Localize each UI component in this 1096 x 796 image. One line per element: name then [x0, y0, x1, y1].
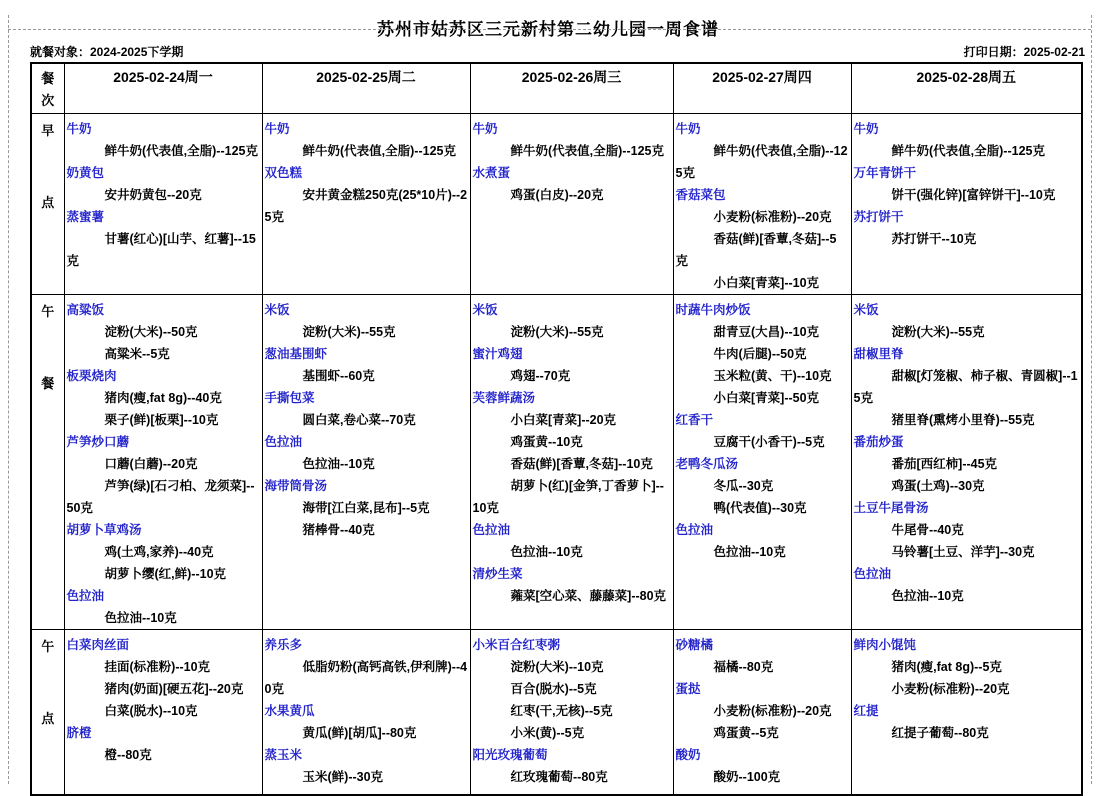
- ingredient: 高粱米--5克: [104, 347, 170, 361]
- dish-name: 红提: [853, 704, 879, 718]
- ingredient: 小麦粉(标准粉)--20克: [713, 704, 832, 718]
- ingredient: 马铃薯[土豆、洋芋]--30克: [891, 545, 1035, 559]
- ingredient: 鸡翅--70克: [510, 369, 571, 383]
- ingredient: 橙--80克: [104, 748, 152, 762]
- ingredient: 蕹菜[空心菜、藤藤菜]--80克: [510, 589, 667, 603]
- dish-name: 色拉油: [853, 567, 892, 581]
- meal-row-label-char: 点: [41, 195, 55, 210]
- ingredient: 小白菜[青菜]--10克: [713, 276, 820, 290]
- dish-name: 养乐多: [264, 638, 303, 652]
- dish-name: 板栗烧肉: [66, 369, 117, 383]
- dish-name: 鲜肉小馄饨: [853, 638, 917, 652]
- meal-row-label-char: 餐: [41, 376, 55, 391]
- dish-name: 牛奶: [264, 122, 290, 136]
- dish-name: 奶黄包: [66, 166, 105, 180]
- dish-name: 米饭: [472, 303, 498, 317]
- menu-cell: [262, 114, 470, 295]
- ingredient: 淀粉(大米)--50克: [104, 325, 198, 339]
- dish-name: 芦笋炒口蘑: [66, 435, 130, 449]
- dish-name: 海带筒骨汤: [264, 479, 328, 493]
- day-header-row: [31, 63, 1082, 114]
- ingredient: 苏打饼干--10克: [891, 232, 977, 246]
- ingredient: 安井黄金糕250克(25*10片)--25克: [264, 188, 468, 224]
- ingredient: 色拉油--10克: [891, 589, 964, 603]
- page-boundary-right: [1091, 15, 1092, 784]
- meal-row-label: [31, 114, 64, 295]
- ingredient: 鲜牛奶(代表值,全脂)--125克: [104, 144, 258, 158]
- ingredient: 胡萝卜缨(红,鲜)--10克: [104, 567, 227, 581]
- ingredient: 小米(黄)--5克: [510, 726, 585, 740]
- ingredient: 红提子葡萄--80克: [891, 726, 989, 740]
- menu-cell: [851, 295, 1082, 630]
- ingredient: 牛肉(后腿)--50克: [713, 347, 807, 361]
- menu-cell: [851, 630, 1082, 795]
- menu-cell: [64, 630, 262, 795]
- ingredient: 番茄[西红柿]--45克: [891, 457, 998, 471]
- ingredient: 饼干(强化锌)[富锌饼干]--10克: [891, 188, 1056, 202]
- ingredient: 栗子(鲜)[板栗]--10克: [104, 413, 219, 427]
- dish-name: 万年青饼干: [853, 166, 917, 180]
- ingredient: 甘薯(红心)[山芋、红薯]--15克: [66, 232, 256, 268]
- ingredient: 鲜牛奶(代表值,全脂)--125克: [302, 144, 456, 158]
- ingredient: 淀粉(大米)--10克: [510, 660, 604, 674]
- dish-name: 米饭: [264, 303, 290, 317]
- day-header: 2025-02-27周四: [673, 63, 851, 114]
- day-header: 2025-02-26周三: [470, 63, 673, 114]
- dish-name: 时蔬牛肉炒饭: [675, 303, 751, 317]
- meal-column-header-char: 餐: [41, 71, 55, 86]
- dish-name: 小米百合红枣粥: [472, 638, 561, 652]
- day-header: 2025-02-28周五: [851, 63, 1082, 114]
- ingredient: 豆腐干(小香干)--5克: [713, 435, 825, 449]
- ingredient: 色拉油--10克: [302, 457, 375, 471]
- ingredient: 酸奶--100克: [713, 770, 781, 784]
- dish-name: 色拉油: [472, 523, 511, 537]
- ingredient: 胡萝卜(红)[金笋,丁香萝卜]--10克: [472, 479, 664, 515]
- print-date-label: 打印日期：2025-02-21: [963, 45, 1085, 59]
- meal-row-label: [31, 295, 64, 630]
- dish-name: 蒸蜜薯: [66, 210, 105, 224]
- dish-name: 牛奶: [66, 122, 92, 136]
- menu-cell: [470, 295, 673, 630]
- dish-name: 水果黄瓜: [264, 704, 315, 718]
- ingredient: 玉米(鲜)--30克: [302, 770, 384, 784]
- ingredient: 牛尾骨--40克: [891, 523, 964, 537]
- dish-name: 脐橙: [66, 726, 92, 740]
- ingredient: 鸡(土鸡,家养)--40克: [104, 545, 214, 559]
- ingredient: 淀粉(大米)--55克: [510, 325, 604, 339]
- meta-row: [30, 43, 1085, 60]
- menu-cell: [262, 295, 470, 630]
- dish-name: 土豆牛尾骨汤: [853, 501, 929, 515]
- ingredient: 黄瓜(鲜)[胡瓜]--80克: [302, 726, 417, 740]
- ingredient: 淀粉(大米)--55克: [302, 325, 396, 339]
- dish-name: 甜椒里脊: [853, 347, 904, 361]
- ingredient: 猪肉(瘦,fat 8g)--40克: [104, 391, 222, 405]
- dish-name: 水煮蛋: [472, 166, 511, 180]
- ingredient: 鸡蛋(白皮)--20克: [510, 188, 604, 202]
- ingredient: 低脂奶粉(高钙高铁,伊利牌)--40克: [264, 660, 468, 696]
- meal-row: [31, 630, 1082, 795]
- meal-column-header: [31, 63, 64, 114]
- ingredient: 猪棒骨--40克: [302, 523, 375, 537]
- meal-column-header-char: 次: [41, 93, 55, 108]
- meal-row-label-char: 午: [41, 304, 55, 319]
- ingredient: 冬瓜--30克: [713, 479, 774, 493]
- ingredient: 芦笋(绿)[石刁柏、龙须菜]--50克: [66, 479, 255, 515]
- ingredient: 鲜牛奶(代表值,全脂)--125克: [891, 144, 1045, 158]
- dish-name: 蛋挞: [675, 682, 701, 696]
- dish-name: 色拉油: [264, 435, 303, 449]
- dish-name: 清炒生菜: [472, 567, 523, 581]
- dish-name: 牛奶: [472, 122, 498, 136]
- day-header: 2025-02-25周二: [262, 63, 470, 114]
- dish-name: 白菜肉丝面: [66, 638, 130, 652]
- ingredient: 色拉油--10克: [713, 545, 786, 559]
- menu-cell: [64, 295, 262, 630]
- ingredient: 白菜(脱水)--10克: [104, 704, 198, 718]
- dish-name: 阳光玫瑰葡萄: [472, 748, 548, 762]
- dish-name: 色拉油: [66, 589, 105, 603]
- ingredient: 挂面(标准粉)--10克: [104, 660, 211, 674]
- ingredient: 鲜牛奶(代表值,全脂)--125克: [675, 144, 848, 180]
- ingredient: 香菇(鲜)[香蕈,冬菇]--10克: [510, 457, 653, 471]
- dish-name: 色拉油: [675, 523, 714, 537]
- dish-name: 酸奶: [675, 748, 701, 762]
- menu-cell: [64, 114, 262, 295]
- page-boundary-top: [8, 29, 1091, 30]
- menu-cell: [470, 630, 673, 795]
- ingredient: 小麦粉(标准粉)--20克: [713, 210, 832, 224]
- meal-row-label-char: 午: [41, 639, 55, 654]
- meal-row-label: [31, 630, 64, 795]
- ingredient: 福橘--80克: [713, 660, 774, 674]
- menu-cell: [262, 630, 470, 795]
- ingredient: 香菇(鲜)[香蕈,冬菇]--5克: [675, 232, 837, 268]
- ingredient: 口蘑(白蘑)--20克: [104, 457, 198, 471]
- ingredient: 猪肉(奶面)[硬五花]--20克: [104, 682, 244, 696]
- ingredient: 玉米粒(黄、干)--10克: [713, 369, 832, 383]
- ingredient: 鸭(代表值)--30克: [713, 501, 807, 515]
- menu-cell: [673, 630, 851, 795]
- page-boundary-left: [8, 15, 9, 784]
- meal-row-label-char: 点: [41, 711, 55, 726]
- meal-target-label: 就餐对象：2024-2025下学期: [30, 45, 184, 59]
- dish-name: 红香干: [675, 413, 714, 427]
- menu-cell: [470, 114, 673, 295]
- dish-name: 双色糕: [264, 166, 303, 180]
- ingredient: 基围虾--60克: [302, 369, 375, 383]
- ingredient: 鸡蛋黄--10克: [510, 435, 583, 449]
- page-title: 苏州市姑苏区三元新村第二幼儿园一周食谱: [377, 20, 719, 39]
- ingredient: 安井奶黄包--20克: [104, 188, 202, 202]
- dish-name: 蒸玉米: [264, 748, 303, 762]
- ingredient: 红玫瑰葡萄--80克: [510, 770, 608, 784]
- dish-name: 高粱饭: [66, 303, 105, 317]
- dish-name: 砂糖橘: [675, 638, 714, 652]
- ingredient: 猪肉(瘦,fat 8g)--5克: [891, 660, 1002, 674]
- ingredient: 圆白菜,卷心菜--70克: [302, 413, 416, 427]
- ingredient: 色拉油--10克: [510, 545, 583, 559]
- menu-cell: [673, 295, 851, 630]
- dish-name: 牛奶: [675, 122, 701, 136]
- ingredient: 淀粉(大米)--55克: [891, 325, 985, 339]
- ingredient: 甜青豆(大昌)--10克: [713, 325, 820, 339]
- dish-name: 老鸭冬瓜汤: [675, 457, 739, 471]
- meal-row: [31, 295, 1082, 630]
- dish-name: 葱油基围虾: [264, 347, 328, 361]
- ingredient: 红枣(干,无核)--5克: [510, 704, 613, 718]
- menu-table: [30, 62, 1083, 796]
- dish-name: 香菇菜包: [675, 188, 726, 202]
- dish-name: 苏打饼干: [853, 210, 904, 224]
- ingredient: 小白菜[青菜]--50克: [713, 391, 820, 405]
- menu-cell: [851, 114, 1082, 295]
- dish-name: 米饭: [853, 303, 879, 317]
- menu-cell: [673, 114, 851, 295]
- dish-name: 番茄炒蛋: [853, 435, 904, 449]
- ingredient: 鸡蛋(土鸡)--30克: [891, 479, 985, 493]
- ingredient: 百合(脱水)--5克: [510, 682, 597, 696]
- ingredient: 鸡蛋黄--5克: [713, 726, 779, 740]
- ingredient: 猪里脊(熏烤小里脊)--55克: [891, 413, 1035, 427]
- day-header: 2025-02-24周一: [64, 63, 262, 114]
- meal-row: [31, 114, 1082, 295]
- ingredient: 小白菜[青菜]--20克: [510, 413, 617, 427]
- ingredient: 海带[江白菜,昆布]--5克: [302, 501, 430, 515]
- dish-name: 芙蓉鲜蔬汤: [472, 391, 536, 405]
- dish-name: 胡萝卜草鸡汤: [66, 523, 142, 537]
- dish-name: 牛奶: [853, 122, 879, 136]
- ingredient: 甜椒[灯笼椒、柿子椒、青圆椒]--15克: [853, 369, 1078, 405]
- dish-name: 蜜汁鸡翅: [472, 347, 523, 361]
- dish-name: 手撕包菜: [264, 391, 315, 405]
- ingredient: 鲜牛奶(代表值,全脂)--125克: [510, 144, 664, 158]
- ingredient: 色拉油--10克: [104, 611, 177, 625]
- ingredient: 小麦粉(标准粉)--20克: [891, 682, 1010, 696]
- meal-row-label-char: 早: [41, 123, 55, 138]
